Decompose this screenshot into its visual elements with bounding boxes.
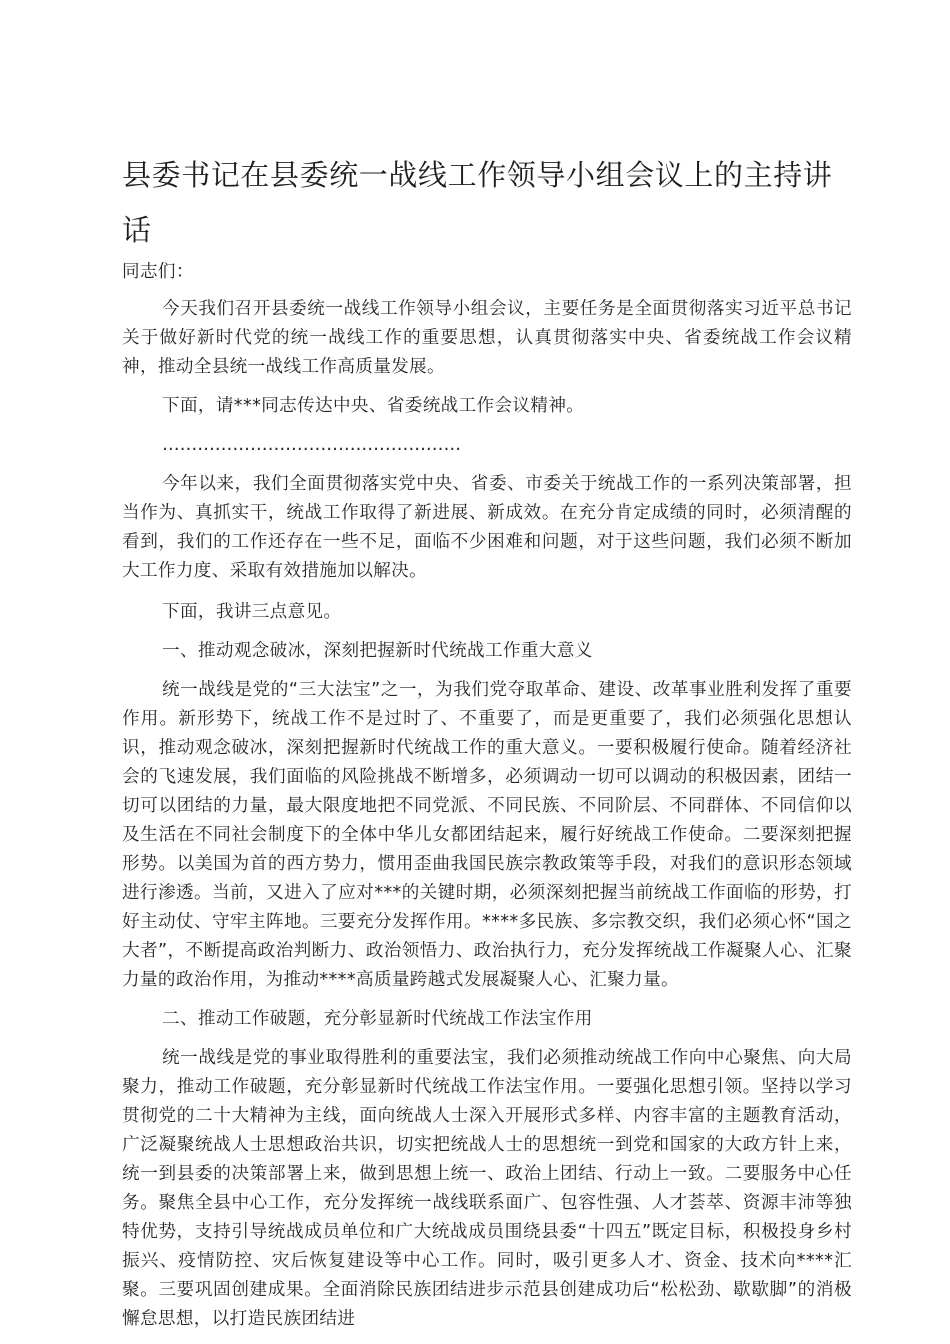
paragraph-section-two: 统一战线是党的事业取得胜利的重要法宝，我们必须推动统战工作向中心聚焦、向大局聚力，推动工作破题，充分彰显新时代统战工作法宝作用。一要强化思想引领。坚持以学习贯彻党的二十大精神为主线，面向统战人士深入开展形式多样、内容丰富的主题教育活动，广泛凝聚统战人士思想政治共识，切实把统战人士的思想统一到党和国家的大政方针上来，统一到县委的决策部署上来，做到思想上统一、政治上团结、行动上一致。二要服务中心任务。聚焦全县中心工作，充分发挥统一战线联系面广、包容性强、人才荟萃、资源丰沛等独特优势，支持引导统战成员单位和广大统战成员围绕县委“十四五”既定目标，积极投身乡村振兴、疫情防控、灾后恢复建设等中心工作。同时，吸引更多人才、资金、技术向****汇聚。三要巩固创建成果。全面消除民族团结进步示范县创建成功后“松松劲、歇歇脚”的消极懈怠思想，以打造民族团结进 <box>122 1048 852 1329</box>
paragraph-opening: 今天我们召开县委统一战线工作领导小组会议，主要任务是全面贯彻落实习近平总书记关于做好新时代党的统一战线工作的重要思想，认真贯彻落实中央、省委统战工作会议精神，推动全县统一战线工作高质量发展。 <box>122 299 852 377</box>
section-heading-two: 二、推动工作破题，充分彰显新时代统战工作法宝作用 <box>162 1009 593 1029</box>
document-body <box>122 258 852 1334</box>
ellipsis-divider: …………………………………………… <box>162 435 462 455</box>
section-heading-one: 一、推动观念破冰，深刻把握新时代统战工作重大意义 <box>162 641 593 661</box>
paragraph-three-points: 下面，我讲三点意见。 <box>162 602 342 622</box>
paragraph-review: 今年以来，我们全面贯彻落实党中央、省委、市委关于统战工作的一系列决策部署，担当作为、真抓实干，统战工作取得了新进展、新成效。在充分肯定成绩的同时，必须清醒的看到，我们的工作还存在一些不足，面临不少困难和问题，对于这些问题，我们必须不断加大工作力度、采取有效措施加以解决。 <box>122 474 852 581</box>
salutation: 同志们： <box>122 262 194 282</box>
paragraph-section-one: 统一战线是党的“三大法宝”之一，为我们党夺取革命、建设、改革事业胜利发挥了重要作用。新形势下，统战工作不是过时了、不重要了，而是更重要了，我们必须强化思想认识，推动观念破冰，深刻把握新时代统战工作的重大意义。一要积极履行使命。随着经济社会的飞速发展，我们面临的风险挑战不断增多，必须调动一切可以调动的积极因素，团结一切可以团结的力量，最大限度地把不同党派、不同民族、不同阶层、不同群体、不同信仰以及生活在不同社会制度下的全体中华儿女都团结起来，履行好统战工作使命。二要深刻把握形势。以美国为首的西方势力，惯用歪曲我国民族宗教政策等手段，对我们的意识形态领域进行渗透。当前，又进入了应对***的关键时期，必须深刻把握当前统战工作面临的形势，打好主动仗、守牢主阵地。三要充分发挥作用。****多民族、多宗教交织，我们必须心怀“国之大者”，不断提高政治判断力、政治领悟力、政治执行力，充分发挥统战工作凝聚人心、汇聚力量的政治作用，为推动****高质量跨越式发展凝聚人心、汇聚力量。 <box>122 680 852 990</box>
paragraph-transmission: 下面，请***同志传达中央、省委统战工作会议精神。 <box>162 396 585 416</box>
document-title: 县委书记在县委统一战线工作领导小组会议上的主持讲话 <box>122 158 833 247</box>
